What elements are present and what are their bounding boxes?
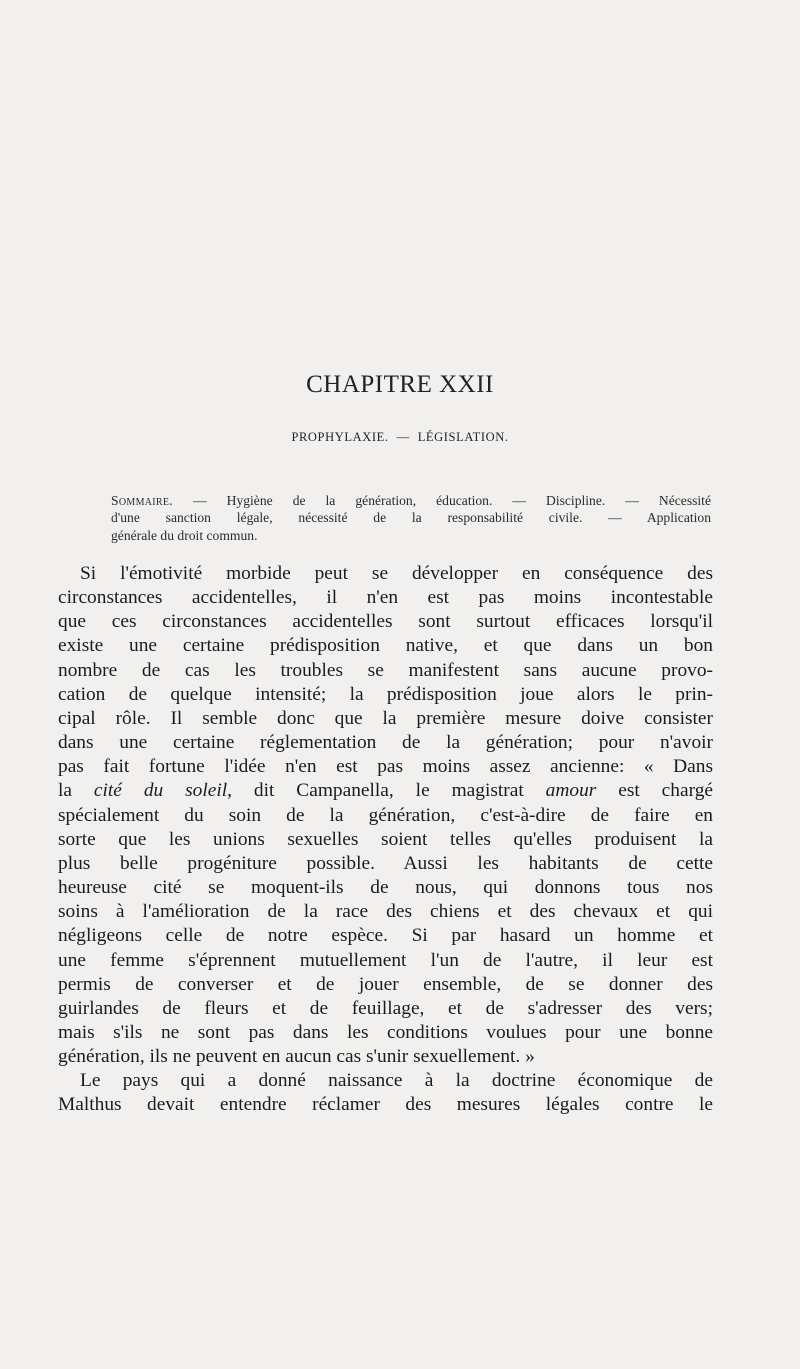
text-line: sorte que les unions sexuelles soient telles qu'elles produisent la [58, 828, 713, 850]
chapter-title: CHAPITRE XXII [306, 371, 494, 398]
text-line: soins à l'amélioration de la race des chiens et des chevaux et qui [58, 901, 713, 923]
italic-cite-du-soleil: cité du soleil [93, 780, 228, 802]
text-line: dans une certaine réglementation de la génération; pour n'avoir [58, 732, 713, 754]
text-line: la cité du soleil, dit Campanella, le magistrat amour est chargé [58, 780, 714, 802]
body-text [58, 562, 713, 1118]
text-line: nombre de cas les troubles se manifestent sans aucune provo- [58, 659, 713, 681]
text-line: cation de quelque intensité; la prédisposition joue alors le prin- [58, 683, 713, 705]
text-line: existe une certaine prédisposition native, et que dans un bon [58, 635, 713, 657]
subtitle-legislation: LÉGISLATION. [417, 430, 509, 444]
text-line: mais s'ils ne sont pas dans les conditions voulues pour une bonne [58, 1021, 713, 1043]
summary-line: d'une sanction légale, nécessité de la responsabilité civile. — Application [111, 510, 711, 526]
summary-label: Sommaire. [111, 493, 173, 508]
text-line: génération, ils ne peuvent en aucun cas s'unir sexuellement. » [58, 1046, 535, 1068]
subtitle-prophylaxie: PROPHYLAXIE. [291, 430, 389, 444]
text-line: plus belle progéniture possible. Aussi les habitants de cette [58, 852, 713, 874]
subtitle-dash: — [396, 430, 410, 444]
summary-line: générale du droit commun. [111, 527, 258, 543]
text-line: négligeons celle de notre espèce. Si par hasard un homme et [58, 925, 713, 947]
text-line: heureuse cité se moquent-ils de nous, qui donnons tous nos [58, 877, 713, 899]
text-line: cipal rôle. Il semble donc que la première mesure doive consister [58, 707, 713, 729]
text-line: permis de converser et de jouer ensemble, de se donner des [58, 973, 713, 995]
summary-line: Sommaire. — Hygiène de la génération, éducation. — Discipline. — Nécessité [111, 493, 711, 508]
text-line: Malthus devait entendre réclamer des mesures légales contre le [58, 1094, 713, 1116]
text-line: Si l'émotivité morbide peut se développer en conséquence des [80, 563, 713, 584]
text-line: circonstances accidentelles, il n'en est pas moins incontestable [58, 587, 713, 609]
italic-amour: amour [545, 780, 597, 802]
text-line: pas fait fortune l'idée n'en est pas moins assez ancienne: « Dans [58, 756, 713, 778]
text-line: que ces circonstances accidentelles sont surtout efficaces lorsqu'il [58, 611, 713, 633]
text-line: guirlandes de fleurs et de feuillage, et de s'adresser des vers; [58, 997, 713, 1019]
chapter-subtitle [0, 430, 800, 445]
text-line: spécialement du soin de la génération, c'est-à-dire de faire en [58, 804, 713, 826]
text-line: une femme s'éprennent mutuellement l'un de l'autre, il leur est [58, 949, 713, 971]
text-line: Le pays qui a donné naissance à la doctrine économique de [80, 1070, 713, 1092]
chapter-summary [111, 492, 711, 544]
